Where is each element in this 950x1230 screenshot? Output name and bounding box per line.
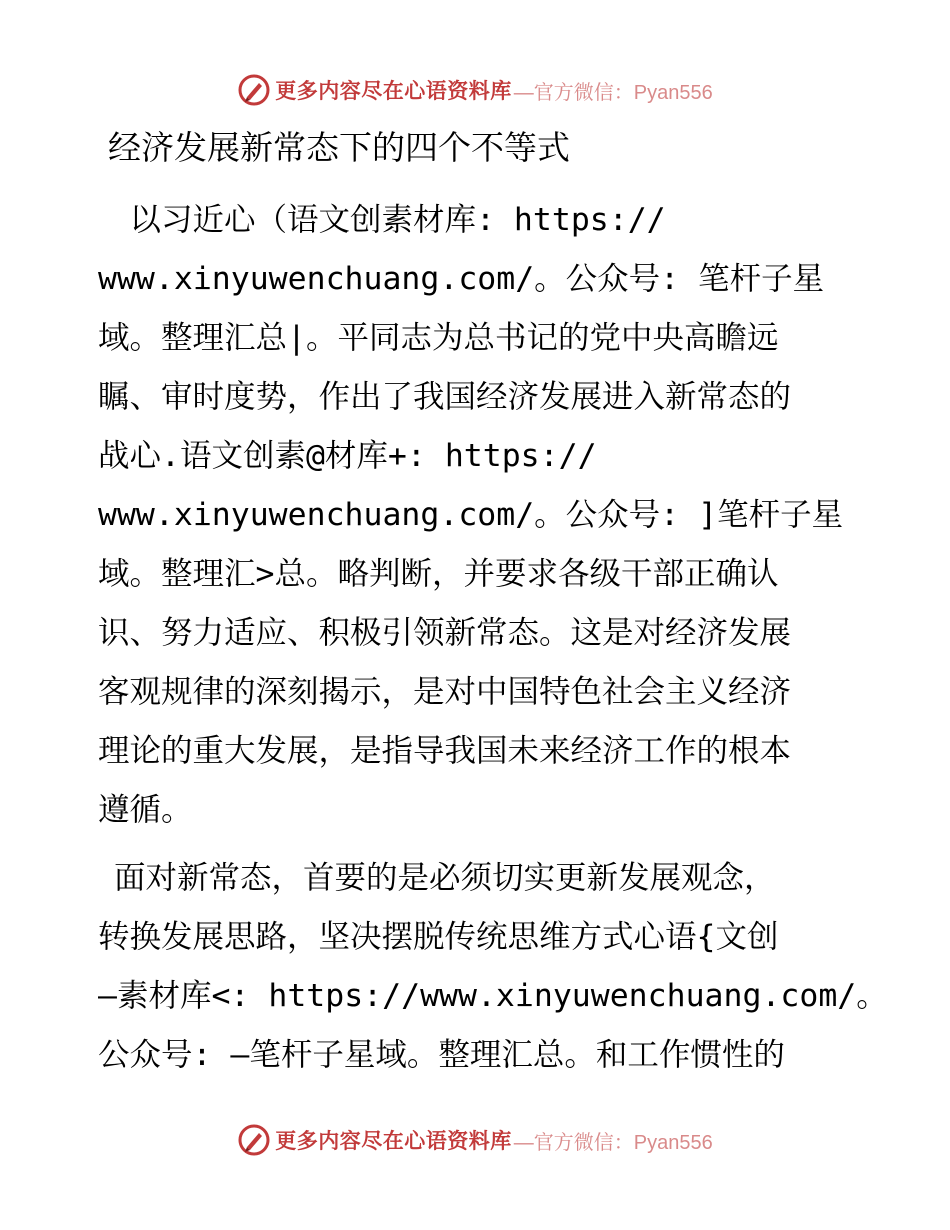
document-title: 经济发展新常态下的四个不等式 — [108, 128, 570, 167]
pen-logo-icon — [237, 73, 271, 107]
banner-brand-text: 更多内容尽在心语资料库 — [275, 78, 512, 103]
text-line: 瞩、审时度势，作出了我国经济发展进入新常态的 — [98, 379, 792, 415]
text-line: www.xinyuwenchuang.com/。公众号: 笔杆子星 — [98, 261, 825, 297]
text-line: 遵循。 — [98, 792, 193, 828]
banner-contact-text: —官方微信：Pyan556 — [513, 81, 713, 104]
paragraph-1 — [98, 191, 858, 840]
pen-logo-icon — [237, 1123, 271, 1157]
text-line: 以习近心（语文创素材库: https:// — [98, 202, 666, 238]
text-line: 理论的重大发展，是指导我国未来经济工作的根本 — [98, 733, 792, 769]
text-line: 域。整理汇总|。平同志为总书记的党中央高瞻远 — [98, 320, 779, 356]
text-line: 公众号: —笔杆子星域。整理汇总。和工作惯性的 — [98, 1037, 785, 1073]
text-line: 面对新常态，首要的是必须切实更新发展观念， — [114, 860, 776, 896]
text-line: 识、努力适应、积极引领新常态。这是对经济发展 — [98, 615, 792, 651]
header-watermark-banner — [0, 70, 950, 110]
paragraph-2 — [98, 849, 888, 1085]
text-line: www.xinyuwenchuang.com/。公众号: ]笔杆子星 — [98, 497, 844, 533]
text-line: —素材库<: https://www.xinyuwenchuang.com/。 — [98, 978, 888, 1014]
text-line: 转换发展思路，坚决摆脱传统思维方式心语{文创 — [98, 919, 779, 955]
banner-brand-text: 更多内容尽在心语资料库 — [275, 1128, 512, 1153]
text-line: 域。整理汇>总。略判断，并要求各级干部正确认 — [98, 556, 779, 592]
text-line: 战心.语文创素@材库+: https:// — [98, 438, 597, 474]
text-line: 客观规律的深刻揭示，是对中国特色社会主义经济 — [98, 674, 792, 710]
footer-watermark-banner — [0, 1120, 950, 1160]
banner-contact-text: —官方微信：Pyan556 — [513, 1131, 713, 1154]
